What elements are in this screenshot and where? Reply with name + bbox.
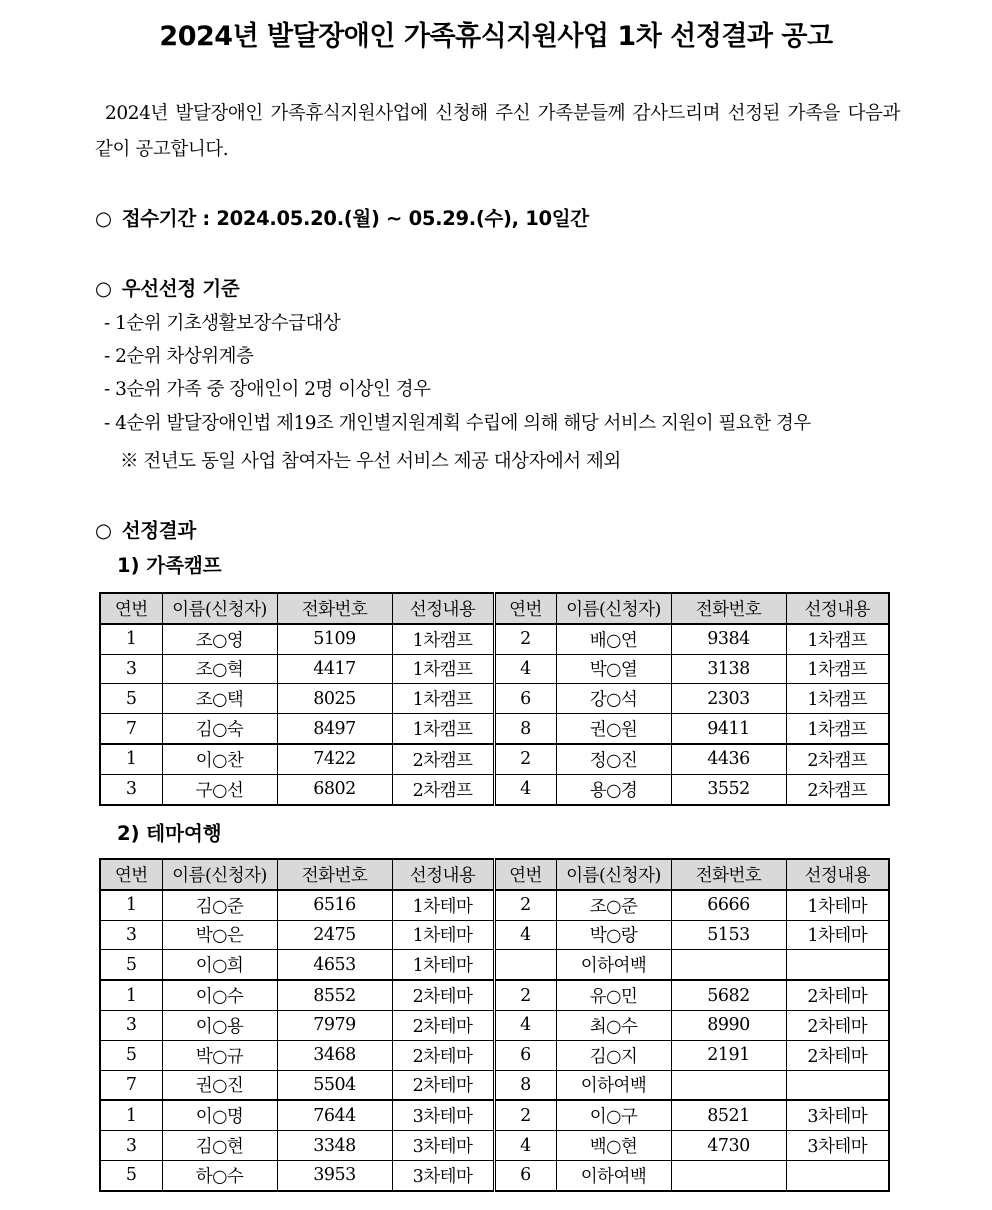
table-cell: 2 (494, 744, 556, 774)
table-cell: 4 (494, 920, 556, 950)
table-cell: 3차테마 (786, 1131, 889, 1161)
criteria-item: - 4순위 발달장애인법 제19조 개인별지원계획 수립에 의해 해당 서비스 지원이 필요한 경우 (104, 413, 811, 434)
table-cell: 4 (494, 654, 556, 684)
table-cell (671, 950, 786, 980)
table-row (100, 684, 889, 714)
table-cell: 하○수 (162, 1160, 277, 1190)
table-cell: 5682 (671, 980, 786, 1010)
table-cell: 1 (100, 890, 162, 920)
table-cell: 2 (494, 890, 556, 920)
table-cell: 6802 (277, 774, 392, 804)
table-cell: 박○은 (162, 920, 277, 950)
table-cell: 4653 (277, 950, 392, 980)
theme-subheading: 2) 테마여행 (117, 822, 222, 845)
period-section (95, 203, 589, 231)
table-cell: 3 (100, 1131, 162, 1161)
table-cell (786, 1070, 889, 1100)
theme-results-table (99, 858, 890, 1192)
table-cell: 이하여백 (556, 1070, 671, 1100)
table-cell: 3552 (671, 774, 786, 804)
table-cell: 박○규 (162, 1040, 277, 1070)
table-row (100, 950, 889, 980)
table-cell: 조○택 (162, 684, 277, 714)
table-cell: 권○원 (556, 714, 671, 744)
table-cell: 이○희 (162, 950, 277, 980)
table-cell (671, 1160, 786, 1190)
results-heading-row (95, 515, 196, 543)
table-header-row (100, 593, 889, 624)
table-cell: 배○연 (556, 624, 671, 654)
table-cell: 1 (100, 744, 162, 774)
table-cell: 5109 (277, 624, 392, 654)
table-cell: 백○현 (556, 1131, 671, 1161)
table-cell: 3차테마 (392, 1131, 494, 1161)
table-cell: 3 (100, 774, 162, 804)
table-cell: 5153 (671, 920, 786, 950)
table-cell: 6516 (277, 890, 392, 920)
header-cell: 전화번호 (277, 593, 392, 624)
table-cell: 2차테마 (392, 1010, 494, 1040)
table-cell: 이하여백 (556, 950, 671, 980)
table-cell: 5 (100, 684, 162, 714)
table-cell: 3348 (277, 1131, 392, 1161)
page-title: 2024년 발달장애인 가족휴식지원사업 1차 선정결과 공고 (159, 21, 833, 52)
table-cell: 2 (494, 624, 556, 654)
table-cell: 조○영 (162, 624, 277, 654)
table-cell: 1차테마 (392, 920, 494, 950)
table-cell: 2차캠프 (392, 774, 494, 804)
table-cell: 8025 (277, 684, 392, 714)
header-cell: 전화번호 (671, 593, 786, 624)
table-cell: 4730 (671, 1131, 786, 1161)
table-cell (786, 1160, 889, 1190)
table-cell: 1 (100, 1100, 162, 1130)
table-cell: 8 (494, 714, 556, 744)
table-cell: 2차테마 (786, 980, 889, 1010)
table-cell: 최○수 (556, 1010, 671, 1040)
header-cell: 이름(신청자) (162, 859, 277, 890)
table-cell: 김○지 (556, 1040, 671, 1070)
table-cell: 1차테마 (392, 950, 494, 980)
table-cell: 7422 (277, 744, 392, 774)
circle-bullet-icon: ○ (95, 207, 112, 230)
table-row (100, 980, 889, 1010)
table-cell: 2475 (277, 920, 392, 950)
criteria-item: - 2순위 차상위계층 (104, 346, 254, 367)
header-cell: 이름(신청자) (162, 593, 277, 624)
header-cell: 전화번호 (671, 859, 786, 890)
table-row (100, 1040, 889, 1070)
criteria-heading: 우선선정 기준 (121, 277, 240, 300)
table-cell: 정○진 (556, 744, 671, 774)
table-row (100, 624, 889, 654)
camp-results-table (99, 592, 890, 806)
table-cell (494, 950, 556, 980)
table-cell: 6 (494, 684, 556, 714)
results-heading: 선정결과 (121, 519, 196, 542)
table-cell: 용○경 (556, 774, 671, 804)
period-label: 접수기간 : 2024.05.20.(월) ~ 05.29.(수), 10일간 (121, 207, 589, 230)
table-cell: 9411 (671, 714, 786, 744)
table-cell: 1차캠프 (786, 714, 889, 744)
header-cell: 전화번호 (277, 859, 392, 890)
table-cell: 3953 (277, 1160, 392, 1190)
table-cell: 2차테마 (786, 1010, 889, 1040)
table-row (100, 1131, 889, 1161)
table-cell: 7 (100, 1070, 162, 1100)
table-cell: 1차테마 (786, 890, 889, 920)
table-cell: 5504 (277, 1070, 392, 1100)
header-cell: 이름(신청자) (556, 859, 671, 890)
table-header-row (100, 859, 889, 890)
table-cell: 1차캠프 (392, 714, 494, 744)
table-cell: 5 (100, 1160, 162, 1190)
table-cell: 유○민 (556, 980, 671, 1010)
table-cell: 구○선 (162, 774, 277, 804)
table-cell: 2 (494, 1100, 556, 1130)
header-cell: 연번 (494, 593, 556, 624)
table-cell: 3차테마 (786, 1100, 889, 1130)
table-cell (786, 950, 889, 980)
table-cell: 9384 (671, 624, 786, 654)
table-cell: 이하여백 (556, 1160, 671, 1190)
table-cell: 2차캠프 (786, 774, 889, 804)
table-row (100, 744, 889, 774)
table-cell: 6666 (671, 890, 786, 920)
table-cell: 4 (494, 1010, 556, 1040)
table-cell: 3 (100, 920, 162, 950)
table-row (100, 714, 889, 744)
table-cell: 박○랑 (556, 920, 671, 950)
table-cell: 권○진 (162, 1070, 277, 1100)
table-cell (671, 1070, 786, 1100)
table-cell: 1차캠프 (392, 624, 494, 654)
table-cell: 1차캠프 (786, 654, 889, 684)
table-cell: 3 (100, 1010, 162, 1040)
table-cell: 2303 (671, 684, 786, 714)
table-cell: 8497 (277, 714, 392, 744)
table-cell: 강○석 (556, 684, 671, 714)
table-cell: 1차캠프 (392, 654, 494, 684)
table-cell: 4417 (277, 654, 392, 684)
table-cell: 8990 (671, 1010, 786, 1040)
table-row (100, 1010, 889, 1040)
table-row (100, 1070, 889, 1100)
circle-bullet-icon: ○ (95, 519, 112, 542)
table-cell: 조○준 (556, 890, 671, 920)
table-cell: 3468 (277, 1040, 392, 1070)
table-cell: 7979 (277, 1010, 392, 1040)
table-cell: 조○혁 (162, 654, 277, 684)
table-cell: 2191 (671, 1040, 786, 1070)
table-cell: 3차테마 (392, 1100, 494, 1130)
table-cell: 3차테마 (392, 1160, 494, 1190)
table-cell: 1 (100, 980, 162, 1010)
table-row (100, 774, 889, 804)
table-cell: 1 (100, 624, 162, 654)
criteria-item: - 1순위 기초생활보장수급대상 (104, 313, 341, 334)
table-cell: 1차테마 (786, 920, 889, 950)
table-cell: 1차캠프 (786, 624, 889, 654)
table-cell: 김○준 (162, 890, 277, 920)
header-cell: 선정내용 (392, 593, 494, 624)
table-cell: 2 (494, 980, 556, 1010)
header-cell: 이름(신청자) (556, 593, 671, 624)
table-cell: 4436 (671, 744, 786, 774)
header-cell: 연번 (100, 593, 162, 624)
header-cell: 연번 (494, 859, 556, 890)
table-cell: 6 (494, 1160, 556, 1190)
table-cell: 8552 (277, 980, 392, 1010)
table-cell: 이○명 (162, 1100, 277, 1130)
table-cell: 7 (100, 714, 162, 744)
table-row (100, 1100, 889, 1130)
table-cell: 김○현 (162, 1131, 277, 1161)
table-cell: 2차테마 (392, 980, 494, 1010)
camp-subheading: 1) 가족캠프 (117, 554, 222, 577)
table-cell: 4 (494, 1131, 556, 1161)
table-cell: 이○용 (162, 1010, 277, 1040)
table-cell: 이○찬 (162, 744, 277, 774)
header-cell: 연번 (100, 859, 162, 890)
criteria-heading-row (95, 273, 239, 301)
table-cell: 4 (494, 774, 556, 804)
table-cell: 1차테마 (392, 890, 494, 920)
table-cell: 8 (494, 1070, 556, 1100)
table-cell: 이○수 (162, 980, 277, 1010)
table-cell: 6 (494, 1040, 556, 1070)
table-cell: 1차캠프 (786, 684, 889, 714)
table-cell: 5 (100, 950, 162, 980)
table-cell: 7644 (277, 1100, 392, 1130)
circle-bullet-icon: ○ (95, 277, 112, 300)
criteria-item: - 3순위 가족 중 장애인이 2명 이상인 경우 (104, 379, 431, 400)
table-cell: 8521 (671, 1100, 786, 1130)
table-cell: 박○열 (556, 654, 671, 684)
table-cell: 2차캠프 (786, 744, 889, 774)
table-row (100, 654, 889, 684)
table-cell: 3138 (671, 654, 786, 684)
table-cell: 1차캠프 (392, 684, 494, 714)
table-cell: 이○구 (556, 1100, 671, 1130)
table-row (100, 920, 889, 950)
intro-paragraph: 2024년 발달장애인 가족휴식지원사업에 신청해 주신 가족분들께 감사드리며 선정된 가족을 다음과 같이 공고합니다. (95, 103, 900, 160)
table-row (100, 890, 889, 920)
header-cell: 선정내용 (786, 859, 889, 890)
table-cell: 5 (100, 1040, 162, 1070)
table-cell: 2차테마 (392, 1040, 494, 1070)
table-cell: 2차테마 (786, 1040, 889, 1070)
table-cell: 2차캠프 (392, 744, 494, 774)
header-cell: 선정내용 (786, 593, 889, 624)
table-row (100, 1160, 889, 1190)
header-cell: 선정내용 (392, 859, 494, 890)
criteria-note: ※ 전년도 동일 사업 참여자는 우선 서비스 제공 대상자에서 제외 (120, 451, 621, 472)
table-cell: 3 (100, 654, 162, 684)
table-cell: 2차테마 (392, 1070, 494, 1100)
table-cell: 김○숙 (162, 714, 277, 744)
